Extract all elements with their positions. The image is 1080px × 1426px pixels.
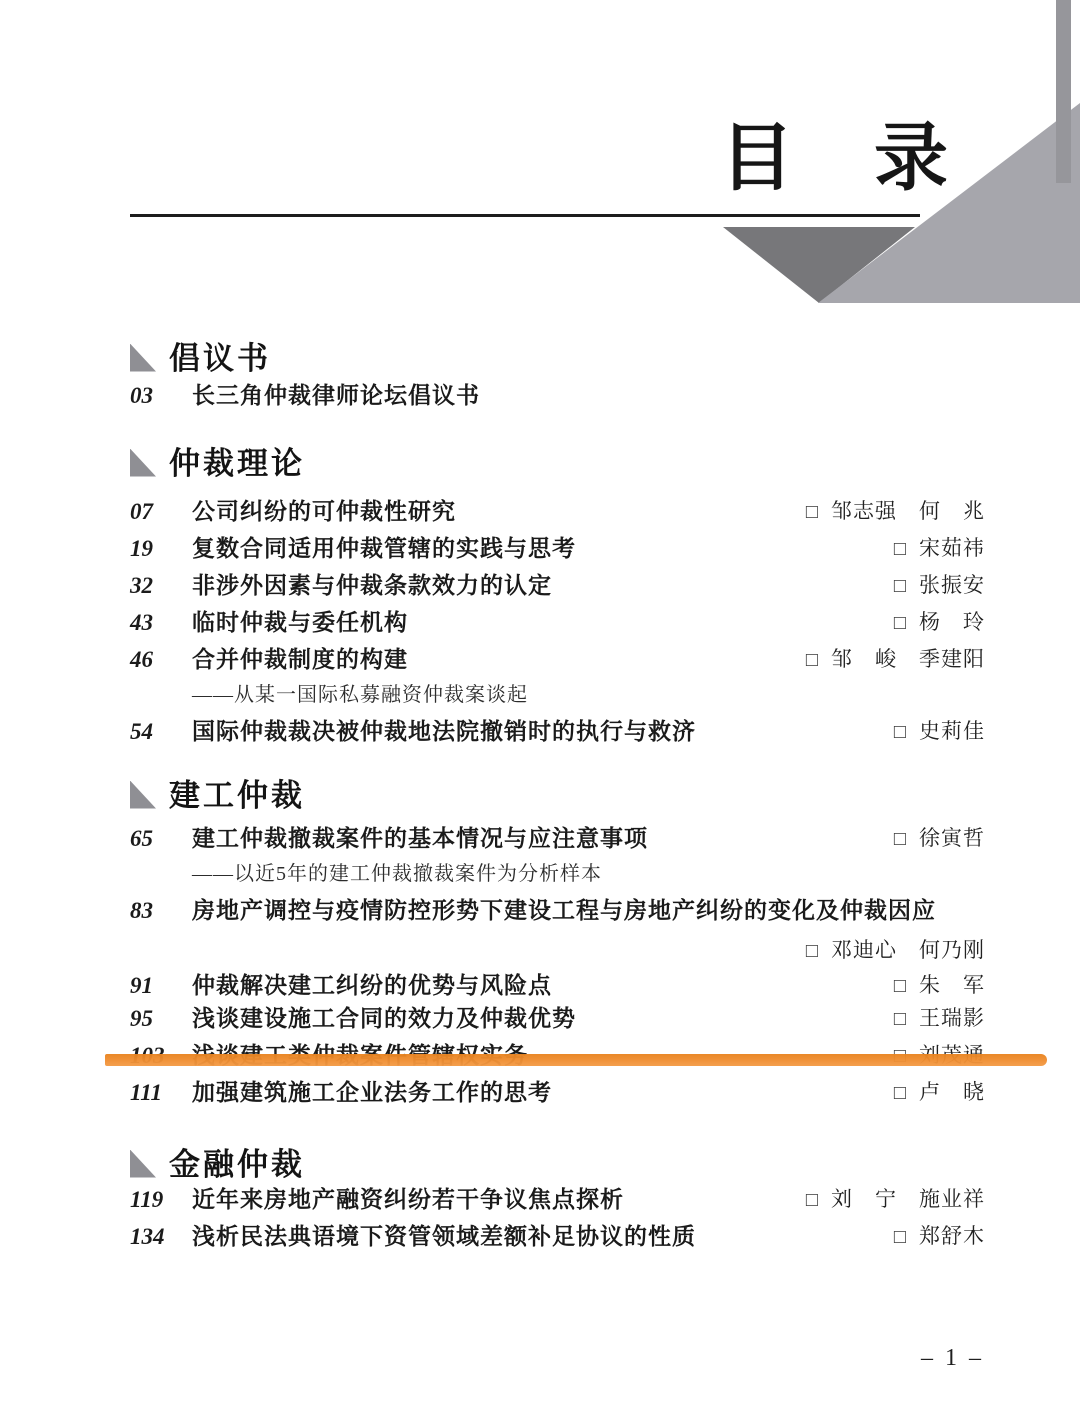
page-title <box>720 118 948 200</box>
toc-entry <box>130 535 985 572</box>
toc-entry <box>130 1186 985 1223</box>
section-marker-icon <box>130 1150 156 1178</box>
section-marker-icon <box>130 344 156 372</box>
toc-entry <box>130 498 985 535</box>
entry-authors <box>806 498 985 525</box>
entry-authors <box>894 609 985 636</box>
entry-page-number: 83 <box>130 898 153 923</box>
entry-page-number: 91 <box>130 973 153 998</box>
toc-entry <box>130 382 985 419</box>
author-box-icon: □ <box>893 538 907 560</box>
entry-page-number: 43 <box>130 610 153 635</box>
toc-list <box>130 338 985 1260</box>
toc-entry <box>130 1079 985 1116</box>
toc-entry <box>130 1223 985 1260</box>
section-marker-icon <box>130 449 156 477</box>
author-names: 郑舒木 <box>919 1224 985 1248</box>
entry-title: 复数合同适用仲裁管辖的实践与思考 <box>192 535 576 561</box>
section-label: 建工仲裁 <box>169 777 305 813</box>
section-header-jiangongzhongcai <box>130 775 985 813</box>
author-names: 史莉佳 <box>919 719 985 743</box>
author-names: 邹 峻 季建阳 <box>831 647 985 671</box>
author-box-icon: □ <box>893 828 907 850</box>
entry-authors <box>894 1223 985 1250</box>
entry-title: 房地产调控与疫情防控形势下建设工程与房地产纠纷的变化及仲裁因应 <box>192 897 936 923</box>
author-names: 朱 军 <box>919 973 985 997</box>
section-marker-icon <box>130 781 156 809</box>
author-names: 杨 玲 <box>919 610 985 634</box>
author-box-icon: □ <box>805 649 819 671</box>
entry-authors <box>806 646 985 673</box>
entry-authors <box>894 972 985 999</box>
entry-title: 浅谈建设施工合同的效力及仲裁优势 <box>192 1005 576 1031</box>
section-header-jinrongzhongcai <box>130 1144 985 1182</box>
entry-page-number: 03 <box>130 383 153 408</box>
entry-title: 合并仲裁制度的构建 <box>192 646 408 672</box>
section-label: 金融仲裁 <box>169 1146 305 1182</box>
header-rule <box>130 214 920 217</box>
section-label: 仲裁理论 <box>169 445 305 481</box>
author-names: 邹志强 何 兆 <box>831 499 985 523</box>
author-names: 刘 宁 施业祥 <box>831 1187 985 1211</box>
entry-authors <box>806 937 985 964</box>
entry-title: 近年来房地产融资纠纷若干争议焦点探析 <box>192 1186 624 1212</box>
author-box-icon: □ <box>893 721 907 743</box>
entry-title: 非涉外因素与仲裁条款效力的认定 <box>192 572 552 598</box>
entry-title: 浅析民法典语境下资管领域差额补足协议的性质 <box>192 1223 696 1249</box>
entry-authors <box>806 1186 985 1213</box>
page-number-footer: – 1 – <box>921 1345 984 1371</box>
toc-entry-authors-continuation <box>130 937 985 972</box>
author-names: 宋茹祎 <box>919 536 985 560</box>
entry-title: 国际仲裁裁决被仲裁地法院撤销时的执行与救济 <box>192 718 696 744</box>
entry-subtitle: ——以近5年的建工仲裁撤裁案件为分析样本 <box>192 863 602 885</box>
toc-entry <box>130 972 985 1009</box>
entry-page-number: 46 <box>130 647 153 672</box>
section-header-zhongcaililun <box>130 443 985 481</box>
entry-authors <box>894 1005 985 1032</box>
page-edge-bar <box>1056 0 1071 183</box>
entry-authors <box>894 825 985 852</box>
author-names: 卢 晓 <box>919 1080 985 1104</box>
author-box-icon: □ <box>893 612 907 634</box>
toc-entry <box>130 825 985 862</box>
toc-entry <box>130 897 985 934</box>
author-box-icon: □ <box>805 501 819 523</box>
author-names: 徐寅哲 <box>919 826 985 850</box>
entry-page-number: 134 <box>130 1224 165 1249</box>
entry-title: 建工仲裁撤裁案件的基本情况与应注意事项 <box>192 825 648 851</box>
entry-subtitle: ——从某一国际私募融资仲裁案谈起 <box>192 684 528 706</box>
entry-page-number: 54 <box>130 719 153 744</box>
entry-title: 长三角仲裁律师论坛倡议书 <box>192 382 480 408</box>
toc-entry-highlighted <box>130 1042 985 1079</box>
entry-title: 仲裁解决建工纠纷的优势与风险点 <box>192 972 552 998</box>
section-label: 倡议书 <box>169 340 271 376</box>
toc-entry <box>130 718 985 755</box>
entry-page-number: 119 <box>130 1187 164 1212</box>
author-names: 王瑞影 <box>919 1006 985 1030</box>
entry-page-number: 111 <box>130 1080 162 1105</box>
entry-page-number: 95 <box>130 1006 153 1031</box>
toc-entry <box>130 609 985 646</box>
orange-highlight-marker <box>105 1054 1047 1066</box>
entry-page-number: 19 <box>130 536 153 561</box>
author-names: 张振安 <box>919 573 985 597</box>
entry-page-number: 65 <box>130 826 153 851</box>
author-box-icon: □ <box>805 940 819 962</box>
entry-title: 临时仲裁与委任机构 <box>192 609 408 635</box>
entry-page-number: 32 <box>130 573 153 598</box>
toc-entry <box>130 1005 985 1042</box>
section-header-changyishu <box>130 338 985 376</box>
entry-authors <box>894 1079 985 1106</box>
entry-authors <box>894 718 985 745</box>
title-char-1: 目 <box>720 118 794 200</box>
entry-title: 加强建筑施工企业法务工作的思考 <box>192 1079 552 1105</box>
entry-title: 公司纠纷的可仲裁性研究 <box>192 498 456 524</box>
toc-entry <box>130 572 985 609</box>
entry-authors <box>894 572 985 599</box>
author-box-icon: □ <box>893 1008 907 1030</box>
entry-page-number: 07 <box>130 499 153 524</box>
author-box-icon: □ <box>893 575 907 597</box>
toc-entry <box>130 646 985 683</box>
author-box-icon: □ <box>893 975 907 997</box>
author-box-icon: □ <box>893 1082 907 1104</box>
author-box-icon: □ <box>805 1189 819 1211</box>
author-names: 邓迪心 何乃刚 <box>831 938 985 962</box>
title-char-2: 录 <box>874 118 948 200</box>
author-box-icon: □ <box>893 1226 907 1248</box>
entry-authors <box>894 535 985 562</box>
